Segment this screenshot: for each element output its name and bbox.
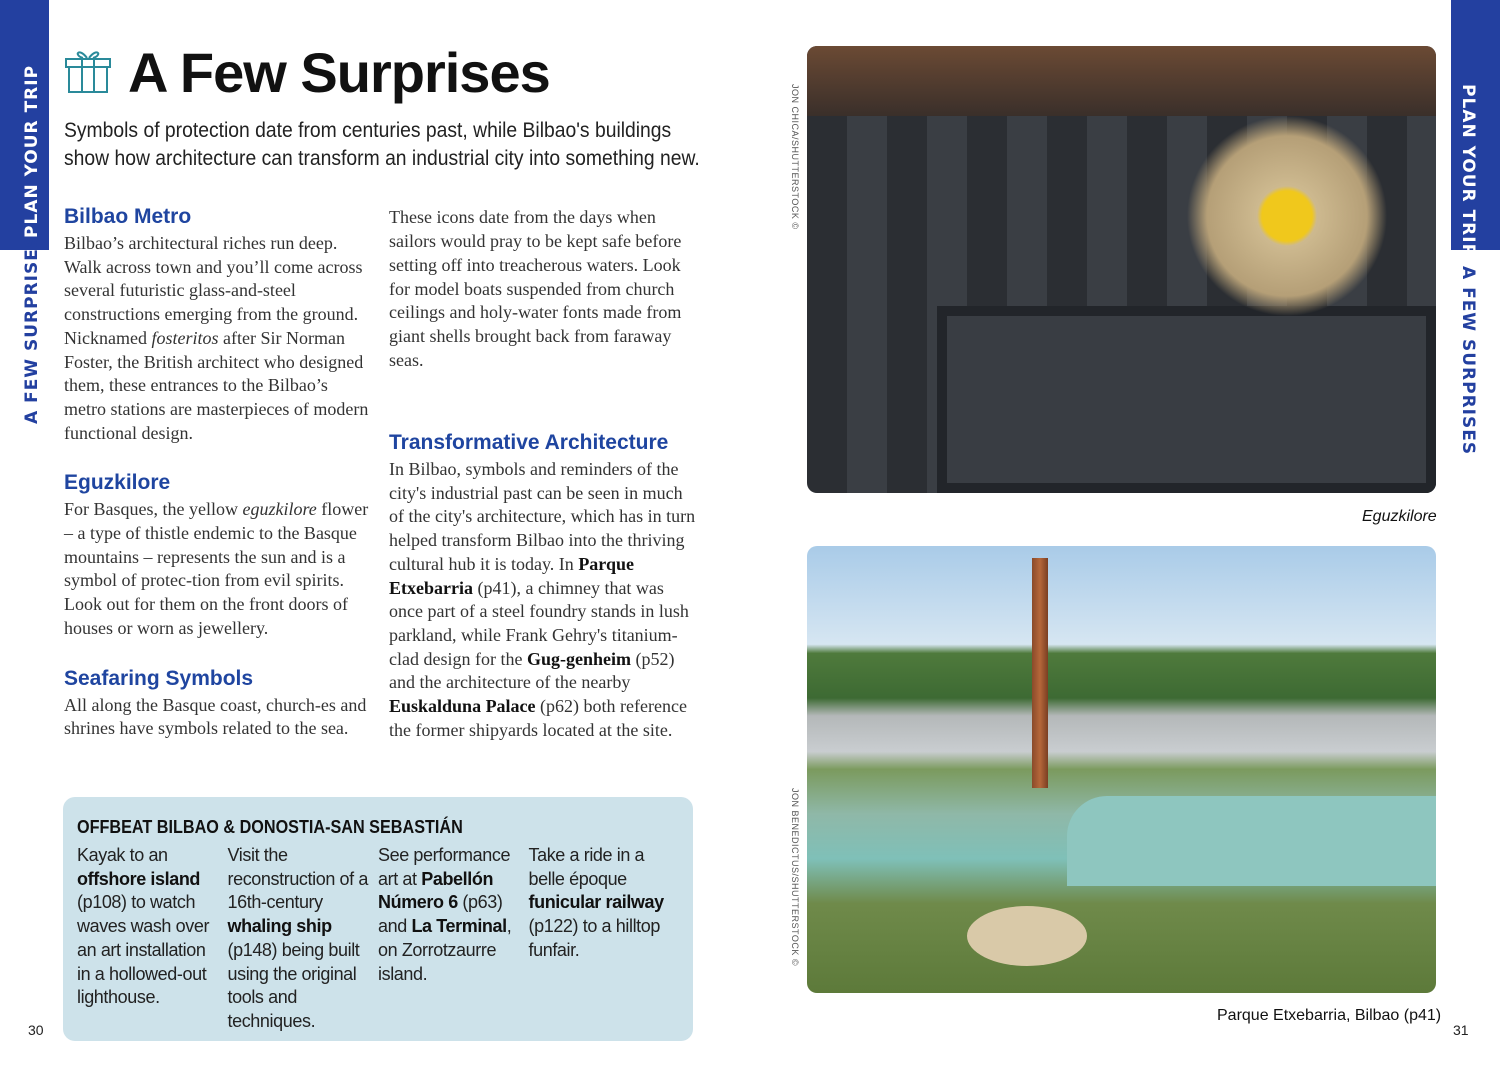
bold-term: Parque Etxebarria <box>389 553 634 598</box>
bold-term: offshore island <box>77 868 201 889</box>
italic-term: fosteritos <box>151 327 219 348</box>
text-column-1 <box>64 204 369 742</box>
text-run: For Basques, the yellow <box>64 499 243 520</box>
text-run: These icons date from the days when sailors would pray to be kept safe before setting off into treacherous waters. Look for model boats suspended from church ceilings and holy-water fonts made from giant shells brought back from faraway seas. <box>389 207 682 370</box>
text-run: , on Zorrotzaurre island. <box>378 916 512 984</box>
text-run: (p41), a chimney that was once part of a steel foundry stands in lush parkland, while Frank Gehry's titanium-clad design for the <box>389 577 689 669</box>
photo-credit-1: JON CHICA/SHUTTERSTOCK © <box>790 84 800 230</box>
heading-eguzkilore: Eguzkilore <box>64 471 171 495</box>
text-run: (p63) and <box>378 892 503 937</box>
box-item <box>77 844 228 1034</box>
paragraph-transformative-architecture <box>389 458 699 742</box>
text-run: Bilbao’s architectural riches run deep. Walk across town and you’ll come across several futuristic glass-and-steel constructions emerging from the ground. Nicknamed <box>64 233 363 348</box>
gift-icon <box>63 45 113 95</box>
box-item <box>529 844 680 1034</box>
chapter-label-right: A FEW SURPRISES <box>1458 266 1478 456</box>
bold-term: Gug-genheim <box>526 648 631 669</box>
bold-term: funicular railway <box>528 892 664 913</box>
text-run: Kayak to an <box>77 845 168 865</box>
text-run: flower – a type of thistle endemic to the Basque mountains – represents the sun and is a symbol of protec-tion from evil spirits. Look out for them on the front doors of houses or worn as jewellery. <box>64 499 369 638</box>
text-run: (p148) being built using the original tools and techniques. <box>227 939 360 1031</box>
heading-seafaring-symbols: Seafaring Symbols <box>64 666 254 690</box>
offbeat-sidebar-box <box>63 797 693 1041</box>
bold-term: whaling ship <box>227 916 332 937</box>
paragraph-bilbao-metro <box>64 232 369 445</box>
box-title: OFFBEAT BILBAO & DONOSTIA-SAN SEBASTIÁN <box>77 817 463 837</box>
text-run: Take a ride in a belle époque <box>528 845 645 889</box>
section-tab-label-left: PLAN YOUR TRIP <box>22 64 42 238</box>
box-item <box>378 844 529 1034</box>
bold-term: La Terminal <box>411 916 507 937</box>
text-run: See performance art at <box>378 845 511 889</box>
text-run: (p108) to watch waves wash over an art installation in a hollowed-out lighthouse. <box>77 892 210 1008</box>
photo-credit-2: JON BENEDICTUS/SHUTTERSTOCK © <box>790 788 800 966</box>
photo-caption-eguzkilore: Eguzkilore <box>1362 508 1437 525</box>
heading-bilbao-metro: Bilbao Metro <box>64 205 192 228</box>
bold-term: Pabellón Número 6 <box>378 868 494 913</box>
paragraph-seafaring-continued <box>389 207 699 397</box>
page-title: A Few Surprises <box>128 41 550 104</box>
italic-term: eguzkilore <box>242 499 317 520</box>
intro-text: Symbols of protection date from centuries past, while Bilbao's buildings show how architecture can transform an industrial city into something new. <box>64 119 700 170</box>
photo-parque-etxebarria <box>807 546 1436 993</box>
page-number-left: 30 <box>28 1022 44 1038</box>
text-run: (p62) both reference the former shipyards located at the site. <box>389 696 687 740</box>
text-column-2 <box>389 207 699 767</box>
text-run: (p122) to a hilltop funfair. <box>528 916 660 960</box>
text-run: In Bilbao, symbols and reminders of the city's industrial past can be seen in much of the city's architecture, which has in turn helped transform Bilbao into the thriving cultural hub it is today. In <box>389 459 696 574</box>
photo-eguzkilore <box>807 46 1436 493</box>
bold-term: Euskalduna Palace <box>389 696 536 717</box>
section-tab-label-right: PLAN YOUR TRIP <box>1458 84 1478 258</box>
text-run: All along the Basque coast, church-es and shrines have symbols related to the sea. <box>64 694 367 739</box>
photo-caption-parque: Parque Etxebarria, Bilbao (p41) <box>1217 1007 1442 1024</box>
heading-transformative-architecture: Transformative Architecture <box>389 431 669 454</box>
text-run: after Sir Norman Foster, the British architect who designed them, these entrances to the Bilbao’s metro stations are masterpieces of modern functional design. <box>64 327 369 443</box>
paragraph-eguzkilore <box>64 498 369 640</box>
text-run: (p52) and the architecture of the nearby <box>389 648 675 693</box>
chapter-label-left: A FEW SURPRISES <box>22 234 42 424</box>
paragraph-seafaring-symbols <box>64 694 369 742</box>
text-run: Visit the reconstruction of a 16th-century <box>227 845 368 913</box>
box-item <box>228 844 379 1034</box>
page-number-right: 31 <box>1453 1022 1469 1038</box>
